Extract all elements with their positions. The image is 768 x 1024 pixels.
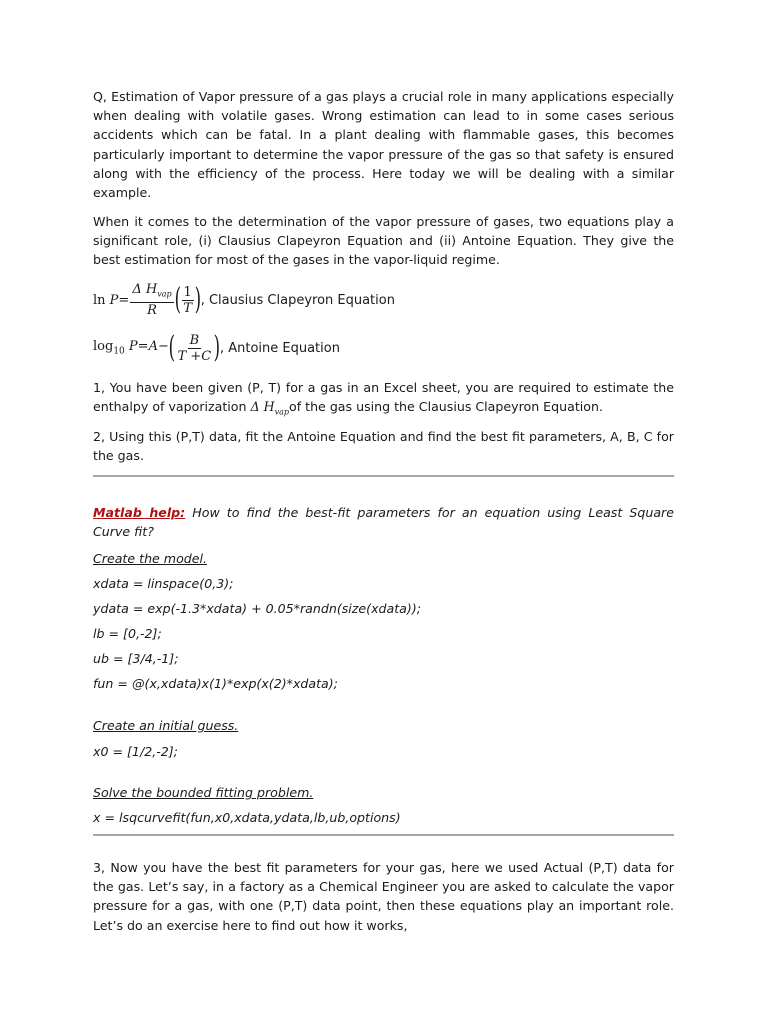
- divider-bottom: [93, 834, 674, 836]
- code-line-lsqcurvefit: x = lsqcurvefit(fun,x0,xdata,ydata,lb,ub,options): [93, 810, 401, 825]
- divider-top: [93, 475, 674, 477]
- intro-paragraph: Q, Estimation of Vapor pressure of a gas plays a crucial role in many applications especially when dealing with volatile gases. Wrong estimation can lead to in some cases serious accidents which can be fatal. In a plant dealing with flammable gases, this becomes particularly important to determine the vapor pressure of the gas so that safety is ensured along with the efficiency of the process. Here today we will be dealing with a similar example.: [93, 89, 674, 201]
- equations-intro-paragraph: When it comes to the determination of the vapor pressure of gases, two equations play a significant role, (i) Clausius Clapeyron Equation and (ii) Antoine Equation. They give the best estimation for most of the gases in the vapor-liquid regime.: [93, 214, 674, 268]
- create-model-heading: Create the model.: [93, 551, 208, 566]
- matlab-help-label: Matlab help:: [93, 505, 186, 520]
- clausius-clapeyron-equation: ln P= $\frac{\Delta H_{vap}}{R}$ ( $\frac{1}{T}$ ) , Clausius Clapeyron Equation: [93, 282, 395, 318]
- code-line-ydata: ydata = exp(-1.3*xdata) + 0.05*randn(size(xdata));: [93, 601, 421, 616]
- code-line-x0: x0 = [1/2,-2];: [93, 744, 178, 759]
- antoine-equation: $\log_{10} P=A-$ ( $\frac{B}{T +C}$ ) , Antoine Equation: [93, 330, 340, 365]
- code-line-fun: fun = @(x,xdata)x(1)*exp(x(2)*xdata);: [93, 676, 338, 691]
- code-line-lb: lb = [0,-2];: [93, 626, 162, 641]
- solve-heading: Solve the bounded fitting problem.: [93, 785, 314, 800]
- code-line-ub: ub = [3/4,-1];: [93, 651, 179, 666]
- question-2: 2, Using this (P,T) data, fit the Antoine Equation and find the best fit parameters, A, B, C for the gas.: [93, 429, 674, 464]
- antoine-label: , Antoine Equation: [219, 340, 340, 356]
- clausius-label: , Clausius Clapeyron Equation: [200, 292, 395, 308]
- matlab-help-text: How to find the best-fit parameters for an equation using Least Square Curve fit?: [93, 505, 674, 540]
- initial-guess-heading: Create an initial guess.: [93, 718, 239, 733]
- code-line-xdata: xdata = linspace(0,3);: [93, 576, 234, 591]
- question-1: 1, You have been given (P, T) for a gas in an Excel sheet, you are required to estimate the enthalpy of vaporization Δ $H_{vap}of$ the gas using the Clausius Clapeyron Equation.: [93, 380, 674, 417]
- question-3: 3, Now you have the best fit parameters for your gas, here we used Actual (P,T) data for the gas. Let’s say, in a factory as a Chemical Engineer you are asked to calculate the vapor pressure for a gas, with one (P,T) data point, then these equations play an important role. Let’s do an exercise here to find out how it works,: [93, 860, 674, 933]
- matlab-help: [93, 503, 674, 541]
